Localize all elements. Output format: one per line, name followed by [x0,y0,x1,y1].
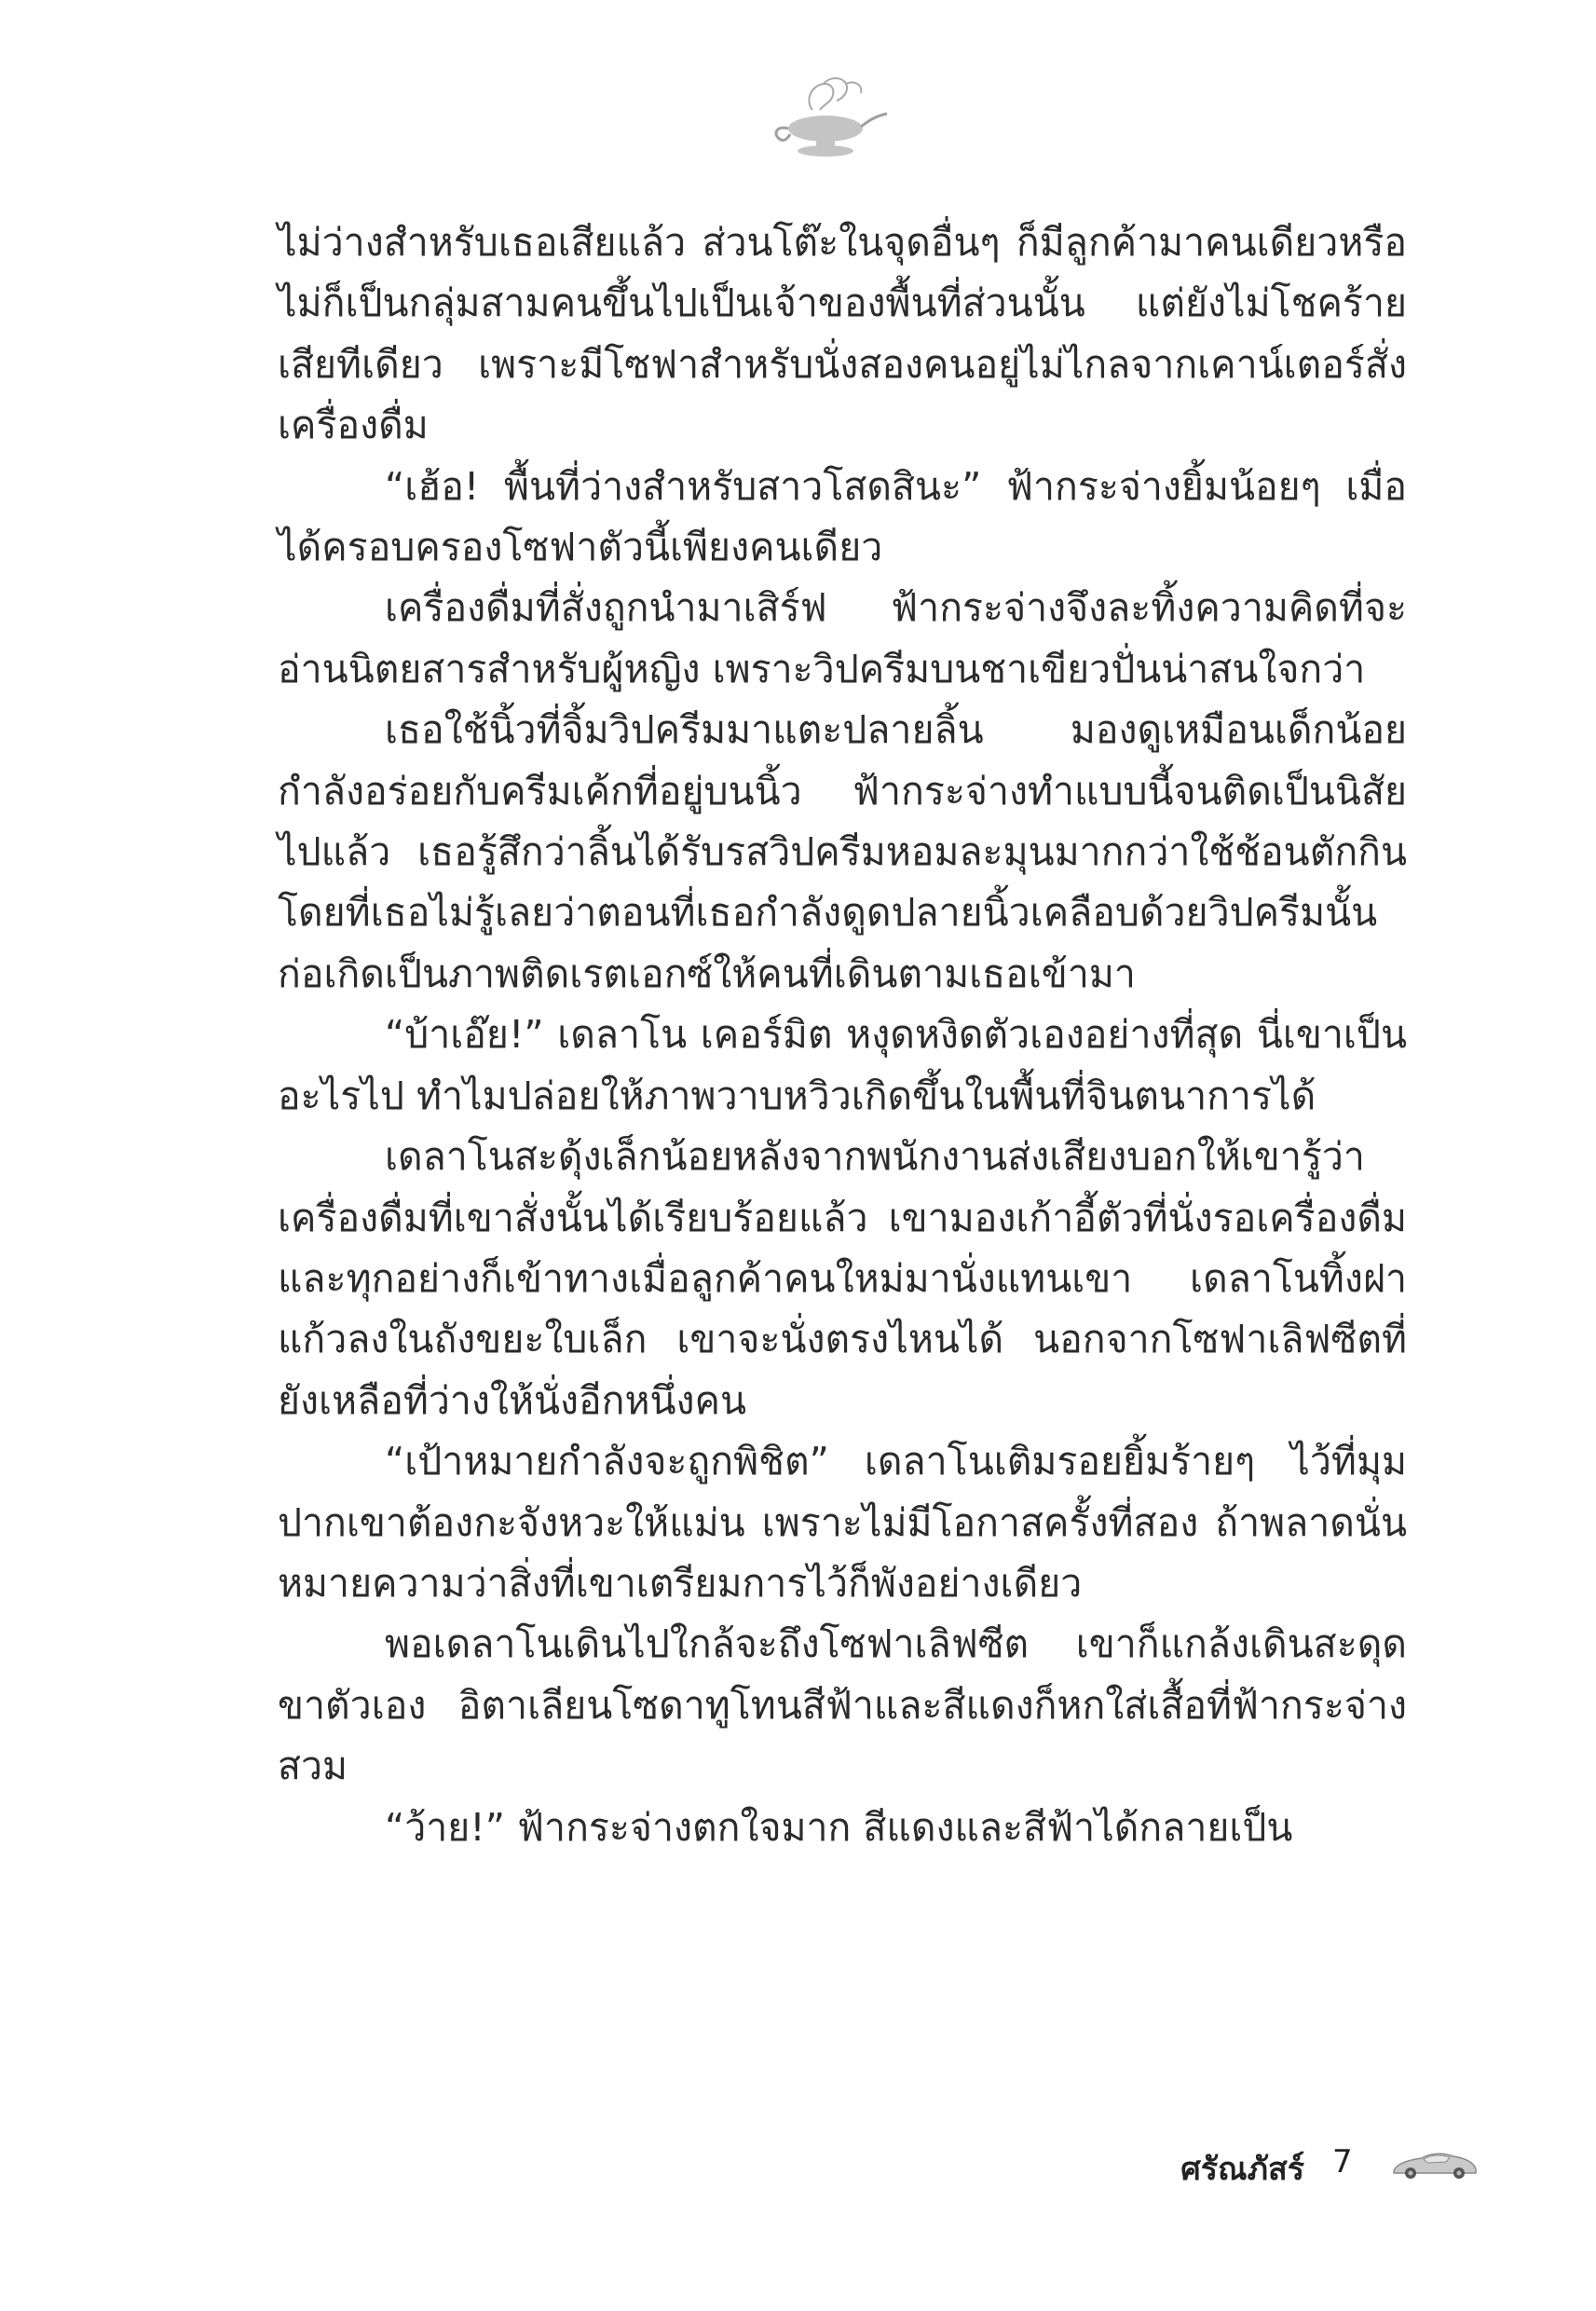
paragraph: “เป้าหมายกำลังจะถูกพิชิต” เดลาโนเติมรอยยิ้มร้ายๆ ไว้ที่มุมปากเขาต้องกะจังหวะให้แม่น เพราะไม่มีโอกาสครั้งที่สอง ถ้าพลาดนั่นหมายความว่าสิ่งที่เขาเตรียมการไว้ก็พังอย่างเดียว [278,1439,1407,1606]
paragraph: ไม่ว่างสำหรับเธอเสียแล้ว ส่วนโต๊ะในจุดอื่นๆ ก็มีลูกค้ามาคนเดียวหรือไม่ก็เป็นกลุ่มสามคนขึ้นไปเป็นเจ้าของพื้นที่ส่วนนั้น แต่ยังไม่โชคร้ายเสียทีเดียว เพราะมีโซฟาสำหรับนั่งสองคนอยู่ไม่ไกลจากเคาน์เตอร์สั่งเครื่องดื่ม [278,220,1407,448]
page-footer [0,2134,1596,2199]
sports-car-icon [1390,2145,1480,2182]
author-name: ศรัณภัสร์ [1180,2151,1304,2188]
paragraph: “ว้าย!” ฟ้ากระจ่างตกใจมาก สีแดงและสีฟ้าได้กลายเป็น [385,1804,1293,1850]
genie-lamp-icon [764,73,894,175]
page-number: 7 [1332,2143,1353,2181]
body-text [278,212,1407,1858]
paragraph: เธอใช้นิ้วที่จิ้มวิปครีมมาแตะปลายลิ้น มองดูเหมือนเด็กน้อยกำลังอร่อยกับครีมเค้กที่อยู่บนนิ้ว ฟ้ากระจ่างทำแบบนี้จนติดเป็นนิสัยไปแล้ว เธอรู้สึกว่าลิ้นได้รับรสวิปครีมหอมละมุนมากกว่าใช้ช้อนตักกินโดยที่เธอไม่รู้เลยว่าตอนที่เธอกำลังดูดปลายนิ้วเคลือบด้วยวิปครีมนั้นก่อเกิดเป็นภาพติดเรตเอกซ์ให้คนที่เดินตามเธอเข้ามา [278,707,1407,996]
paragraph: เดลาโนสะดุ้งเล็กน้อยหลังจากพนักงานส่งเสียงบอกให้เขารู้ว่าเครื่องดื่มที่เขาสั่งนั้นได้เรียบร้อยแล้ว เขามองเก้าอี้ตัวที่นั่งรอเครื่องดื่มและทุกอย่างก็เข้าทางเมื่อลูกค้าคนใหม่มานั่งแทนเขา เดลาโนทิ้งฝาแก้วลงในถังขยะใบเล็ก เขาจะนั่งตรงไหนได้ นอกจากโซฟาเลิฟซีตที่ยังเหลือที่ว่างให้นั่งอีกหนึ่งคน [278,1134,1407,1423]
paragraph: เครื่องดื่มที่สั่งถูกนำมาเสิร์ฟ ฟ้ากระจ่างจึงละทิ้งความคิดที่จะอ่านนิตยสารสำหรับผู้หญิง เพราะวิปครีมบนชาเขียวปั่นน่าสนใจกว่า [278,585,1407,691]
paragraph: “เฮ้อ! พื้นที่ว่างสำหรับสาวโสดสินะ” ฟ้ากระจ่างยิ้มน้อยๆ เมื่อได้ครอบครองโซฟาตัวนี้เพียงคนเดียว [278,463,1407,570]
paragraph: พอเดลาโนเดินไปใกล้จะถึงโซฟาเลิฟซีต เขาก็แกล้งเดินสะดุดขาตัวเอง อิตาเลียนโซดาทูโทนสีฟ้าและสีแดงก็หกใส่เสื้อที่ฟ้ากระจ่างสวม [278,1621,1407,1789]
paragraph: “บ้าเอ๊ย!” เดลาโน เคอร์มิต หงุดหงิดตัวเองอย่างที่สุด นี่เขาเป็นอะไรไป ทำไมปล่อยให้ภาพวาบหวิวเกิดขึ้นในพื้นที่จินตนาการได้ [278,1012,1407,1118]
